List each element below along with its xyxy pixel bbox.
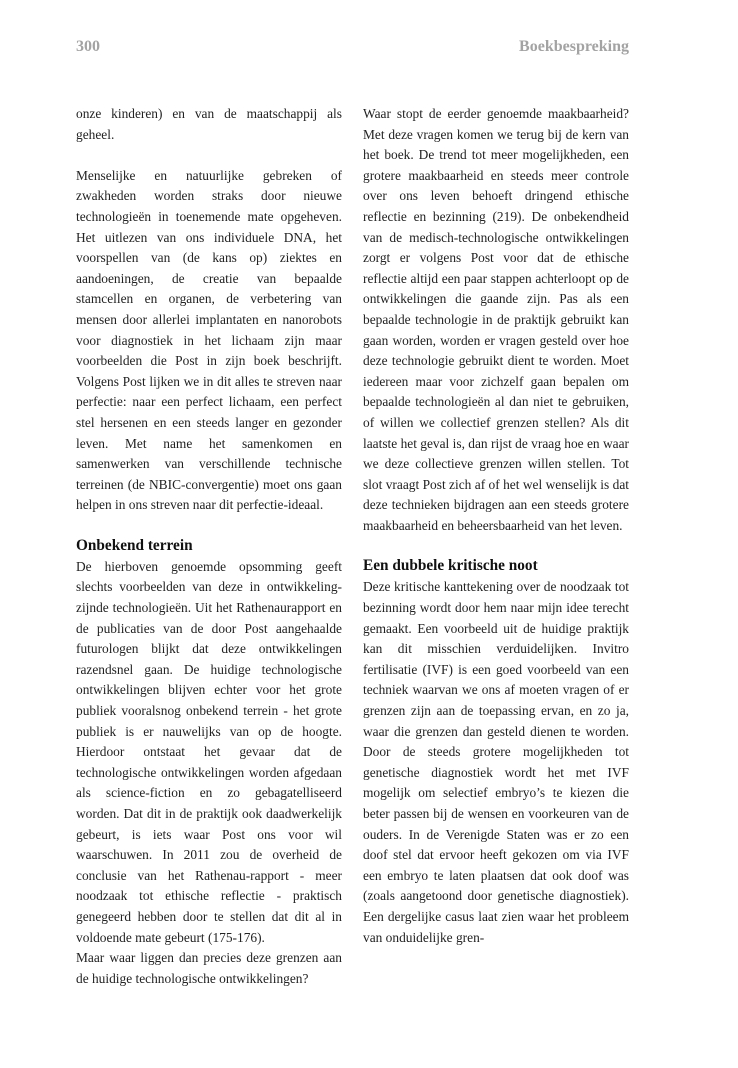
left-paragraph-2: Menselijke en natuurlijke gebreken of zwakheden worden straks door nieuwe technologieën in toenemende mate opgeheven. Het uitlezen van ons individuele DNA, het voorspellen van (de kans op) ziektes en aandoeningen, de creatie van bepaalde stamcellen en organen, de verbetering van mensen door allerlei implantaten en nanorobots voor diagnostiek in het lichaam zijn maar voorbeelden die Post in zijn boek beschrijft. Volgens Post lijken we in dit alles te streven naar perfectie: naar een perfect lichaam, een perfect stel hersenen en een steeds langer en gezonder leven. Met name het samenkomen en samenwerken van verschillende technische terreinen (de NBIC-convergentie) moet ons gaan helpen in ons streven naar dit perfectie-ideaal. bbox=[76, 167, 342, 513]
right-column bbox=[363, 104, 629, 948]
left-paragraph-1: onze kinderen) en van de maatschappij als geheel. bbox=[76, 106, 342, 142]
running-head bbox=[76, 38, 629, 64]
right-paragraph-2: Deze kritische kanttekening over de noodzaak tot bezinning wordt door hem naar mijn idee terecht gemaakt. Een voorbeeld uit de huidige praktijk kan dit misschien verduidelijken. Invitro fertilisatie (IVF) is een goed voorbeeld van een techniek waarvan we ons af moeten vragen of er grenzen zijn aan de toepassing ervan, en zo ja, waar die grenzen dan gesteld dienen te worden. Door de steeds grotere mogelijkheden tot genetische diagnostiek wordt het met IVF mogelijk om selectief embryo’s te kiezen die beter passen bij de wensen en voorkeuren van de ouders. In de Verenigde Staten was er zo een doof stel dat ervoor heeft gekozen om via IVF een embryo te laten plaatsen dat ook doof was (zoals aangetoond door genetische diagnostiek). Een dergelijke casus laat zien waar het probleem van onduidelijke gren- bbox=[363, 579, 629, 945]
heading-kritische-noot: Een dubbele kritische noot bbox=[363, 557, 538, 575]
section-title: Boekbespreking bbox=[519, 38, 629, 55]
left-column bbox=[76, 104, 342, 989]
right-paragraph-1: Waar stopt de eerder genoemde maakbaarheid? Met deze vragen komen we terug bij de kern van het boek. De trend tot meer mogelijkheden, een grotere maakbaarheid en steeds meer controle over ons leven behoeft dringend ethische reflectie en bezinning (219). De onbekendheid van de medisch-technologische ontwikkelingen zorgt er volgens Post voor dat de ethische reflectie altijd een paar stappen achterloopt op de ontwikkelingen die gaande zijn. Pas als een bepaalde technologie in de praktijk gebruikt kan gaan worden, worden er vragen gesteld over hoe deze technologie gebruikt dient te worden. Moet iedereen maar voor zichzelf gaan bepalen om bepaalde technologieën al dan niet te gebruiken, of willen we collectief grenzen stellen? Als dit laatste het geval is, dan rijst de vraag hoe en waar we deze collectieve grenzen willen stellen. Tot slot vraagt Post zich af of het wel wenselijk is dat deze technieken bijdragen aan een steeds grotere maakbaarheid en beheersbaarheid van het leven. bbox=[363, 106, 629, 533]
page-number: 300 bbox=[76, 38, 100, 55]
heading-onbekend-terrein: Onbekend terrein bbox=[76, 536, 193, 554]
left-paragraph-4: Maar waar liggen dan precies deze grenzen aan de huidige technologische ontwikkelingen? bbox=[76, 950, 342, 986]
left-paragraph-3: De hierboven genoemde opsomming geeft slechts voorbeelden van deze in ontwikkeling-zijnde technologieën. Uit het Rathenaurapport en de publicaties van de door Post aangehaalde futurologen blijkt dat deze ontwikkelingen razendsnel gaan. De huidige technologische ontwikkelingen blijven echter voor het grote publiek vooralsnog onbekend terrein - het grote publiek is er nauwelijks van op de hoogte. Hierdoor ontstaat het gevaar dat de technologische ontwikkelingen worden afgedaan als science-fiction en zo gebagatelliseerd worden. Dat dit in de praktijk ook daadwerkelijk gebeurt, is iets waar Post ons voor wil waarschuwen. In 2011 zou de overheid de conclusie van het Rathenau-rapport - meer noodzaak tot ethische reflectie - praktisch genegeerd hebben door te stellen dat dit al in voldoende mate gebeurt (175-176). bbox=[76, 558, 342, 945]
